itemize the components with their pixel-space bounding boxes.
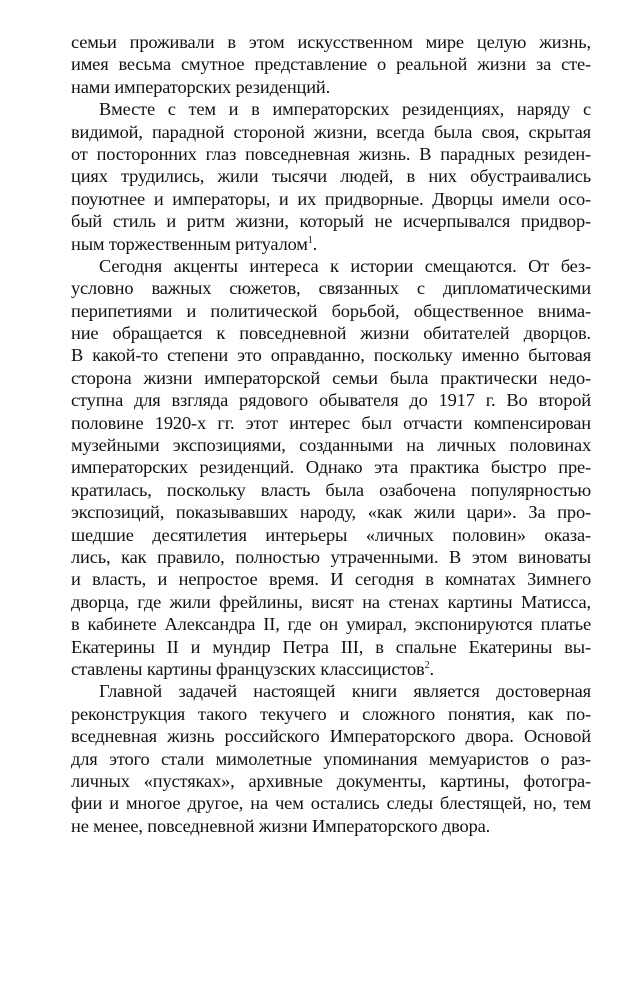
text-line: перипетиями и политической борьбой, общественное внима-: [71, 300, 591, 321]
text-line: и власть, и непростое время. И сегодня в комнатах Зимнего: [71, 569, 591, 590]
text-line: поуютнее и императоры, и их придворные. Дворцы имели осо-: [71, 188, 591, 209]
text-line: В какой-то степени это оправданно, поскольку именно бытовая: [71, 345, 591, 366]
text-line: личных «пустяках», архивные документы, картины, фотогра-: [71, 770, 591, 791]
text-line: [71, 658, 591, 680]
punctuation: .: [429, 658, 434, 679]
text-line: ние обращается к повседневной жизни обитателей дворцов.: [71, 323, 591, 344]
text-line: половине 1920-х гг. этот интерес был отчасти компенсирован: [71, 412, 591, 433]
text-line: Екатерины II и мундир Петра III, в спальне Екатерины вы-: [71, 636, 591, 657]
punctuation: .: [312, 233, 318, 254]
text-line: в кабинете Александра II, где он умирал, экспонируются платье: [71, 614, 591, 635]
book-page: [71, 31, 591, 837]
text-line: видимой, парадной стороной жизни, всегда была своя, скрытая: [71, 121, 591, 142]
text-line: имея весьма смутное представление о реальной жизни за сте-: [71, 54, 591, 75]
text-fragment: ставлены картины французских классицистов: [71, 658, 425, 679]
footnote-marker[interactable]: 2: [424, 659, 430, 671]
text-line: шедшие десятилетия интерьеры «личных половин» оказа-: [71, 524, 591, 545]
text-line: ступна для взгляда рядового обывателя до 1917 г. Во второй: [71, 390, 591, 411]
text-line: от посторонних глаз повседневная жизнь. В парадных резиден-: [71, 143, 591, 164]
text-line: музейными экспозициями, созданными на личных половинах: [71, 435, 591, 456]
text-line: для этого стали мимолетные упоминания мемуаристов о раз-: [71, 748, 591, 769]
text-line: [71, 233, 591, 255]
text-line: нами императорских резиденций.: [71, 76, 331, 97]
text-line: условно важных сюжетов, связанных с дипломатическими: [71, 278, 591, 299]
text-fragment: ным торжественным ритуалом: [71, 233, 308, 254]
text-line: дворца, где жили фрейлины, висят на стенах картины Матисса,: [71, 591, 591, 612]
text-line: Вместе с тем и в императорских резиденциях, наряду с: [99, 99, 591, 120]
text-line: семьи проживали в этом искусственном мире целую жизнь,: [71, 32, 591, 52]
paragraph-4: [71, 680, 591, 837]
text-line: Сегодня акценты интереса к истории смещаются. От без-: [99, 255, 591, 276]
text-line: бый стиль и ритм жизни, который не исчерпывался придвор-: [71, 211, 591, 232]
text-line: циях трудились, жили тысячи людей, в них обустраивались: [71, 166, 591, 187]
paragraph-3: [71, 255, 591, 680]
text-line: императорских резиденций. Однако эта практика быстро пре-: [71, 457, 591, 478]
text-line: кратилась, поскольку власть была озабочена популярностью: [71, 479, 591, 500]
text-line: экспозиций, показывавших народу, «как жили цари». За про-: [71, 502, 591, 523]
text-line: лись, как правило, полностью утраченными. В этом виноваты: [71, 546, 591, 567]
text-line: вседневная жизнь российского Императорского двора. Основой: [71, 726, 591, 747]
footnote-marker[interactable]: 1: [307, 234, 313, 246]
paragraph-2: [71, 98, 591, 255]
paragraph-1: [71, 31, 591, 98]
text-line: фии и многое другое, на чем остались следы блестящей, но, тем: [71, 793, 591, 814]
text-line: не менее, повседневной жизни Императорского двора.: [71, 815, 491, 836]
text-line: реконструкция такого текучего и сложного понятия, как по-: [71, 703, 591, 724]
text-line: сторона жизни императорской семьи была практически недо-: [71, 367, 591, 388]
text-line: Главной задачей настоящей книги является достоверная: [99, 681, 591, 702]
